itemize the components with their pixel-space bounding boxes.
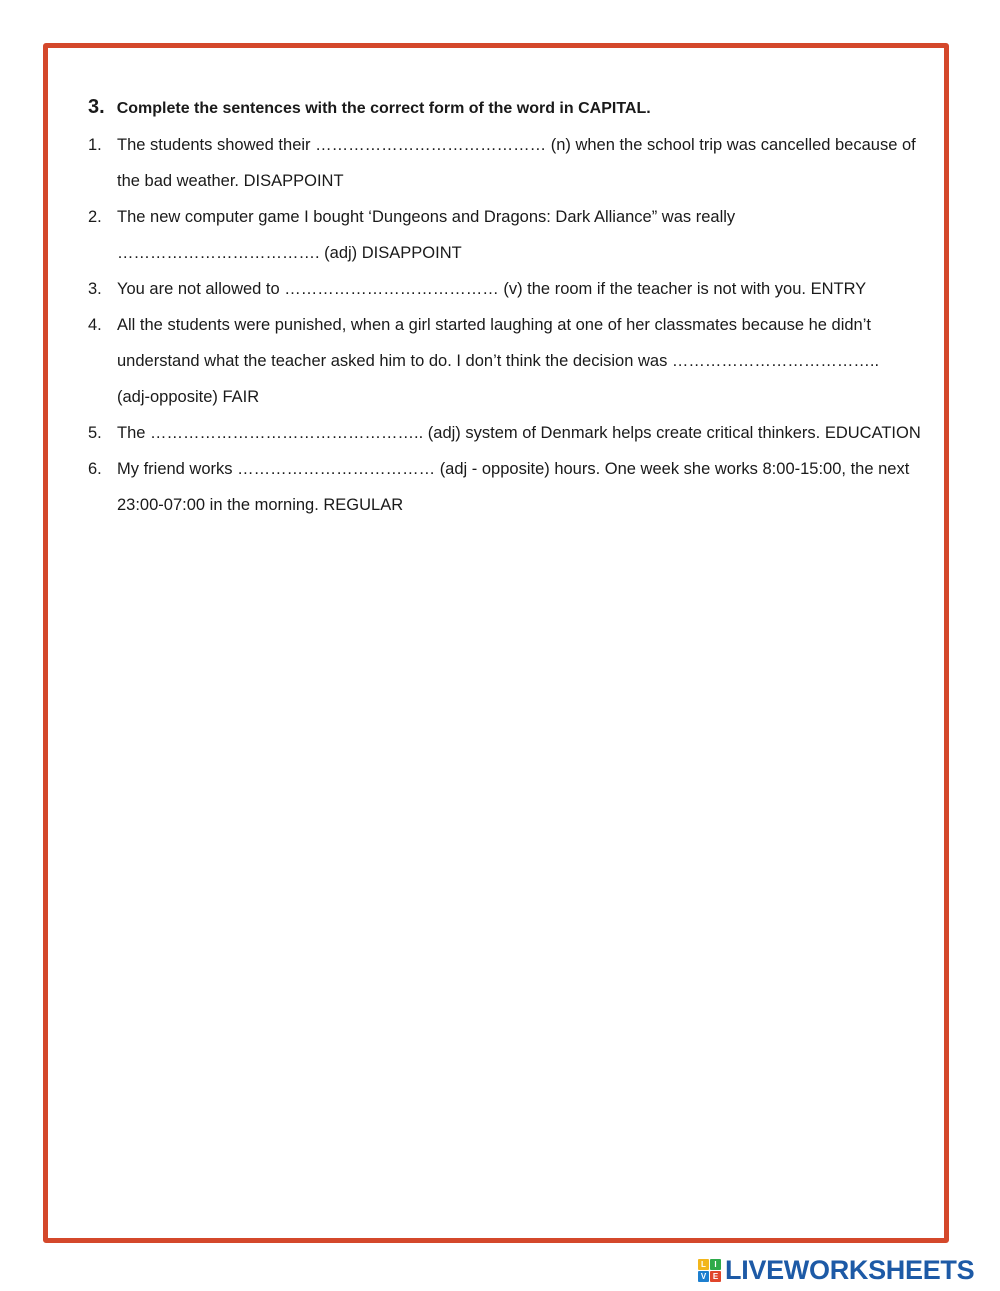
sentence-text: (adj-opposite) FAIR	[117, 388, 260, 406]
sentence-text: ………………………………. (adj) DISAPPOINT	[117, 244, 462, 262]
list-item	[88, 203, 948, 239]
liveworksheets-logo	[698, 1253, 974, 1287]
item-number: 6.	[88, 460, 102, 478]
list-item	[88, 239, 948, 275]
sentence-text: The new computer game I bought ‘Dungeons and Dragons: Dark Alliance” was really	[117, 208, 736, 226]
sentence-text: All the students were punished, when a girl started laughing at one of her classmates because he didn’t	[117, 316, 871, 334]
sentence-text: the bad weather. DISAPPOINT	[117, 172, 344, 190]
list-item	[88, 455, 948, 491]
exercise-number: 3.	[88, 96, 105, 118]
list-item	[88, 383, 948, 419]
sentence-text: 23:00-07:00 in the morning. REGULAR	[117, 496, 404, 514]
logo-mark-icon	[698, 1259, 721, 1282]
sentence-text: The students showed their …………………………………… (n) when the school trip was cancelled because of	[117, 136, 916, 154]
logo-letter: L	[698, 1259, 709, 1270]
item-number: 3.	[88, 280, 102, 298]
item-number: 4.	[88, 316, 102, 334]
list-item	[88, 167, 948, 203]
item-number: 1.	[88, 136, 102, 154]
sentence-text: understand what the teacher asked him to do. I don’t think the decision was ………………………………..	[117, 352, 880, 370]
list-item	[88, 491, 948, 527]
logo-letter: E	[710, 1271, 721, 1282]
sentence-text: The ………………………………………….. (adj) system of Denmark helps create critical thinkers. EDUCATION	[117, 424, 921, 442]
exercise-list	[88, 131, 948, 527]
item-number: 5.	[88, 424, 102, 442]
list-item	[88, 131, 948, 167]
sentence-text: My friend works ……………………………… (adj - opposite) hours. One week she works 8:00-15:00, the next	[117, 460, 910, 478]
list-item	[88, 311, 948, 347]
list-item	[88, 275, 948, 311]
exercise-instruction: Complete the sentences with the correct form of the word in CAPITAL.	[116, 100, 651, 117]
item-number: 2.	[88, 208, 102, 226]
logo-letter: I	[710, 1259, 721, 1270]
sentence-text: You are not allowed to ………………………………… (v) the room if the teacher is not with you. ENTRY	[117, 280, 867, 298]
logo-text: LIVEWORKSHEETS	[725, 1254, 975, 1285]
logo-letter: V	[698, 1271, 709, 1282]
exercise-heading	[88, 96, 651, 119]
list-item	[88, 347, 948, 383]
list-item	[88, 419, 948, 455]
